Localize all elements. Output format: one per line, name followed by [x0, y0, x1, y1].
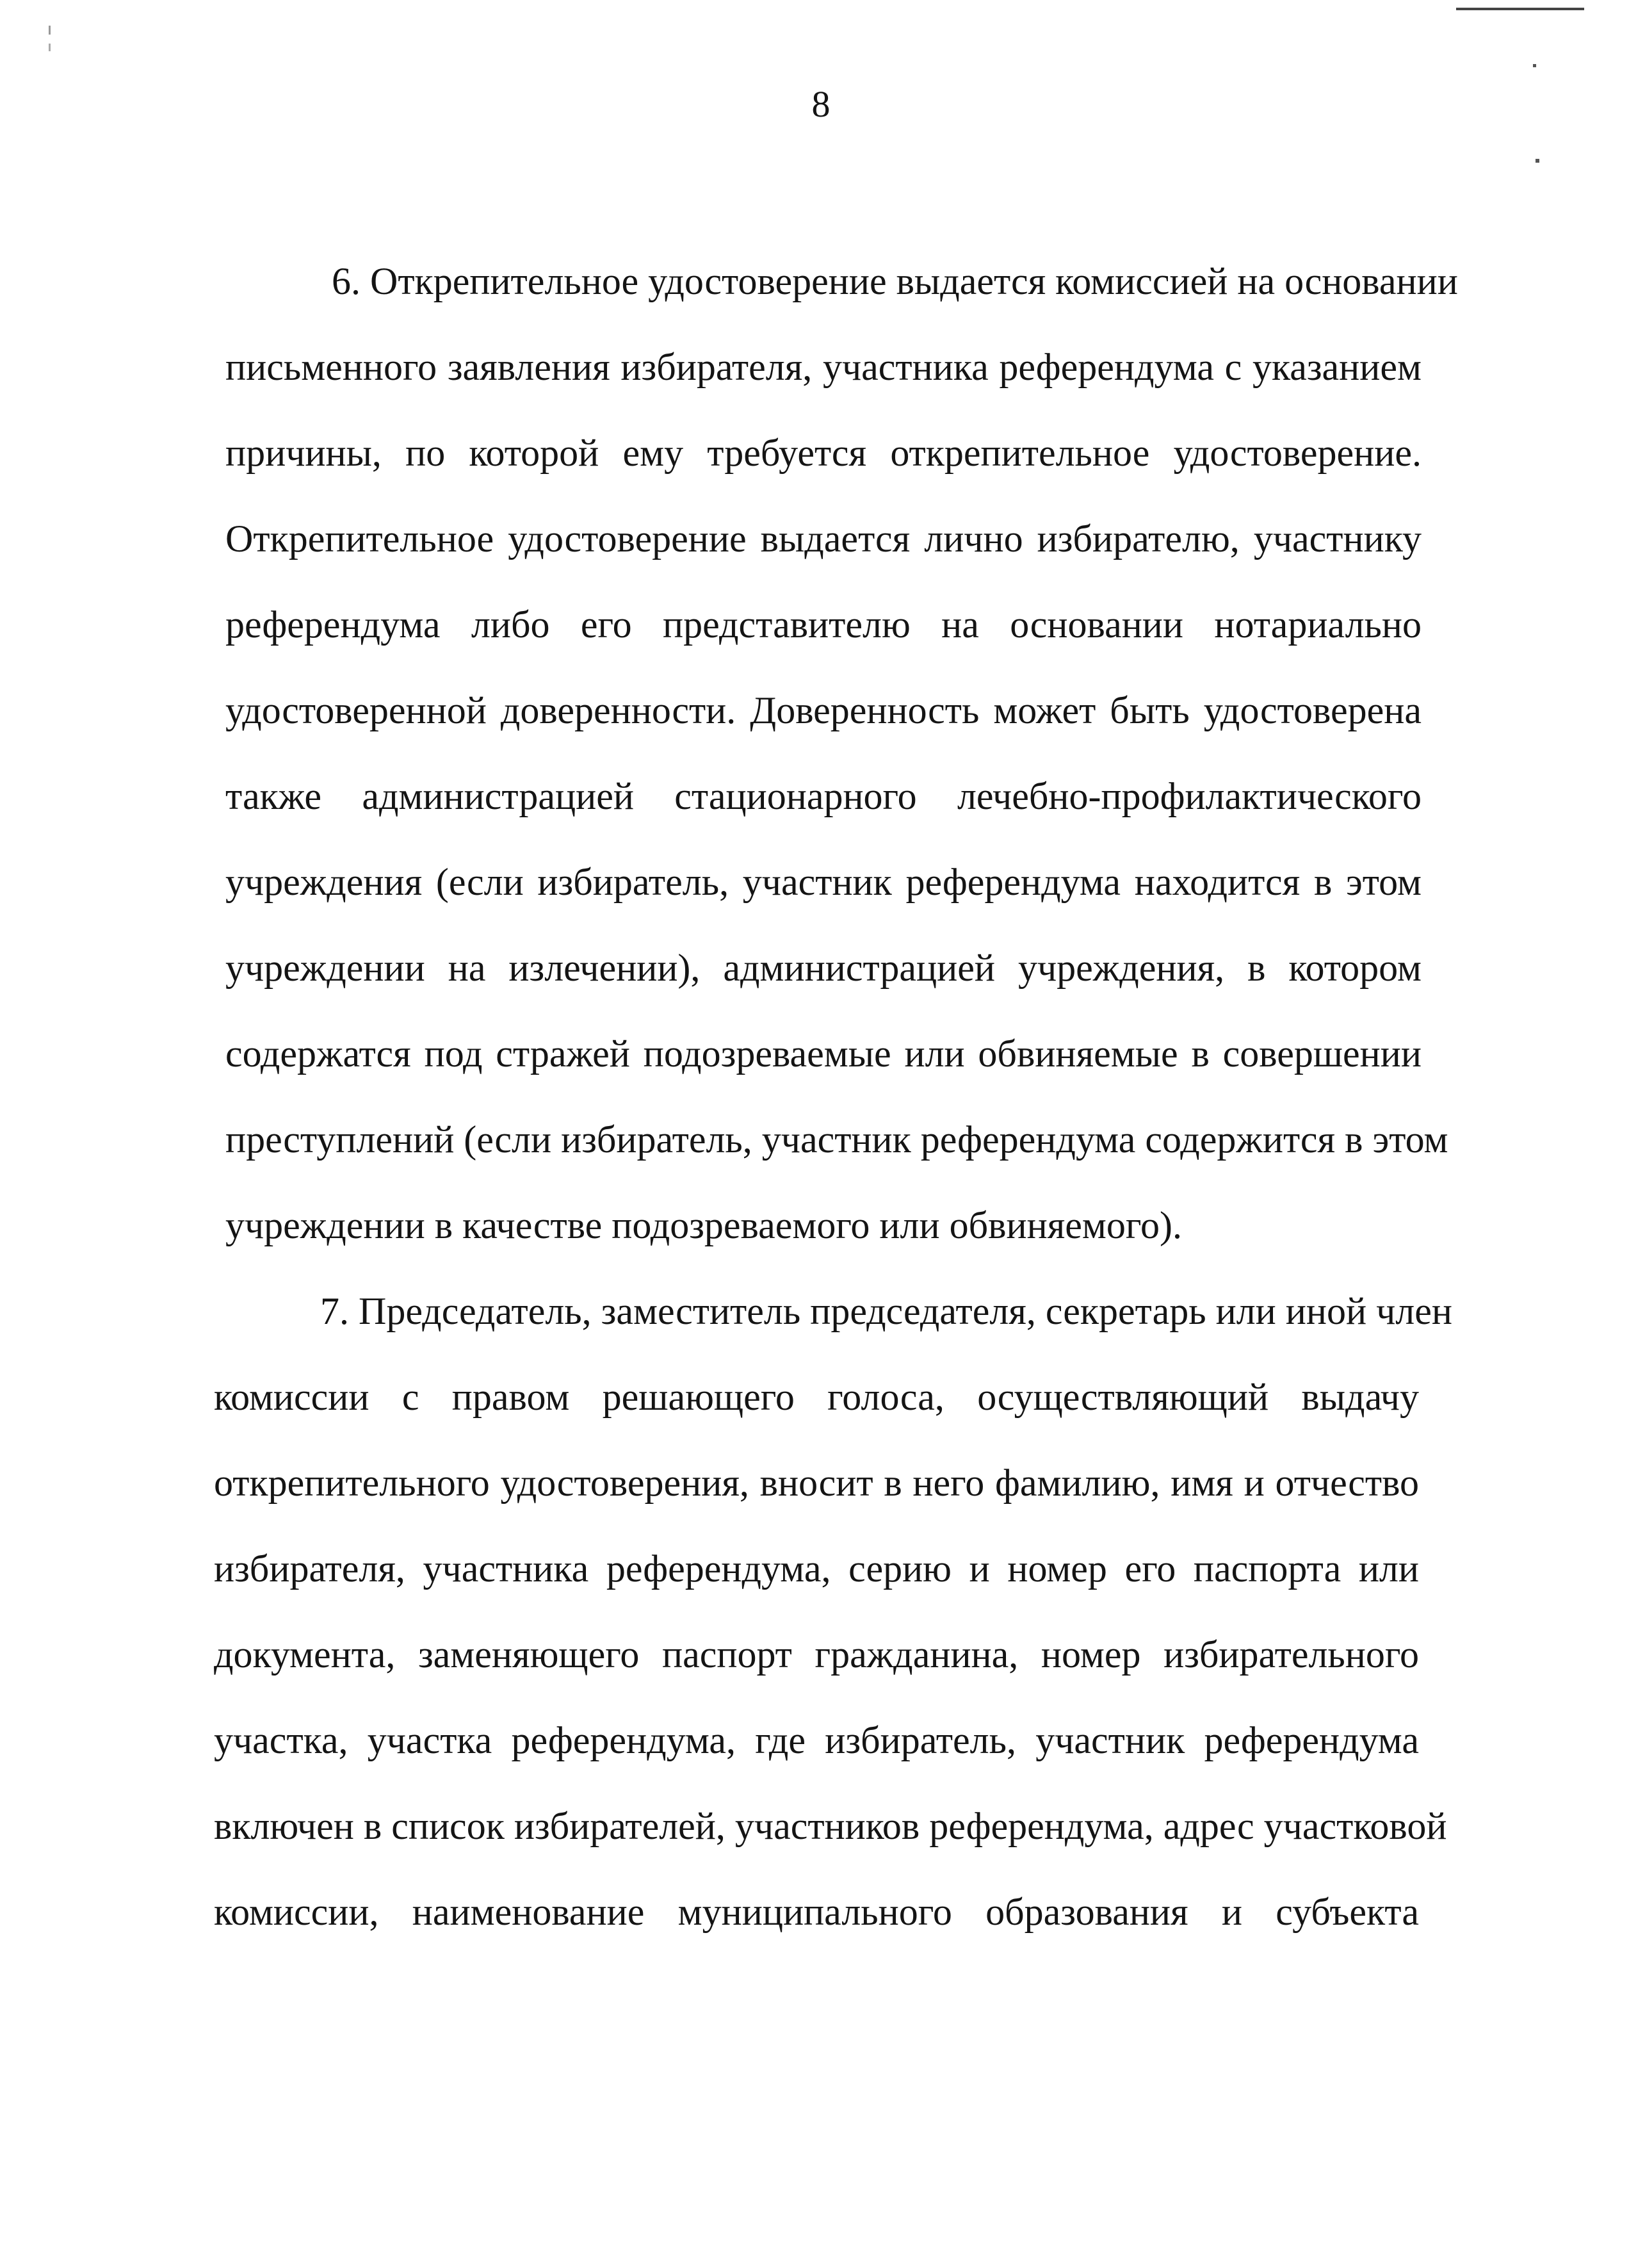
text-line: открепительного удостоверения, вносит в него фамилию, имя и отчество	[214, 1462, 1419, 1504]
text-line: письменного заявления избирателя, участника референдума с указанием	[225, 346, 1422, 388]
text-line: причины, по которой ему требуется открепительное удостоверение.	[225, 432, 1422, 474]
text-line: удостоверенной доверенности. Доверенность может быть удостоверена	[225, 689, 1422, 731]
text-line: Открепительное удостоверение выдается лично избирателю, участнику	[225, 518, 1422, 560]
text-line: учреждения (если избиратель, участник референдума находится в этом	[225, 861, 1422, 903]
scan-speck	[1536, 159, 1539, 163]
text-line: преступлений (если избиратель, участник референдума содержится в этом	[225, 1118, 1448, 1161]
text-line: документа, заменяющего паспорт гражданина, номер избирательного	[214, 1633, 1419, 1676]
scan-speck	[49, 44, 51, 51]
text-line: участка, участка референдума, где избиратель, участник референдума	[214, 1719, 1419, 1761]
text-line: содержатся под стражей подозреваемые или обвиняемые в совершении	[225, 1032, 1422, 1075]
page-number: 8	[811, 83, 831, 125]
text-line: референдума либо его представителю на основании нотариально	[225, 603, 1422, 646]
text-line: учреждении на излечении), администрацией учреждения, в котором	[225, 947, 1422, 989]
scan-speck	[1533, 64, 1536, 67]
text-line: комиссии с правом решающего голоса, осуществляющий выдачу	[214, 1376, 1419, 1418]
text-line: избирателя, участника референдума, серию и номер его паспорта или	[214, 1547, 1419, 1590]
scan-edge-line	[1456, 8, 1584, 10]
text-line: учреждении в качестве подозреваемого или обвиняемого).	[225, 1204, 1182, 1246]
text-line: комиссии, наименование муниципального образования и субъекта	[214, 1891, 1419, 1933]
text-line: включен в список избирателей, участников референдума, адрес участковой	[214, 1805, 1447, 1847]
paragraph-7	[214, 1268, 1452, 1955]
text-line: также администрацией стационарного лечебно-профилактического	[225, 775, 1422, 817]
text-line: 6. Открепительное удостоверение выдается комиссией на основании	[332, 260, 1458, 302]
scan-speck	[49, 26, 51, 35]
paragraph-6	[225, 238, 1458, 1268]
text-line: 7. Председатель, заместитель председателя, секретарь или иной член	[320, 1290, 1452, 1332]
